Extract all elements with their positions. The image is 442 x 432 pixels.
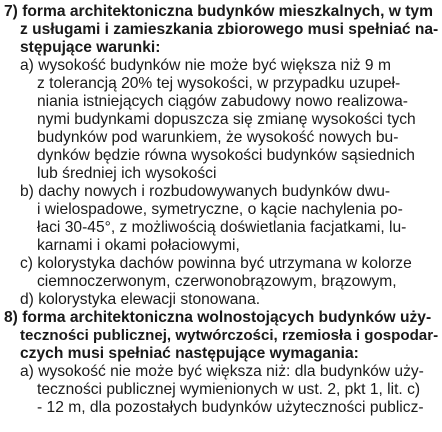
text-line: z usługami i zamieszkania zbiorowego musi spełniać na- xyxy=(20,21,439,38)
text-line: a) wysokość budynków nie może być większa niż 9 m xyxy=(20,57,391,74)
text-line: karnami i okami połaciowymi, xyxy=(37,237,240,254)
text-line: d) kolorystyka elewacji stonowana. xyxy=(20,291,261,308)
text-line: b) dachy nowych i rozbudowywanych budynków dwu- xyxy=(20,183,391,200)
text-line: z tolerancją 20% tej wysokości, w przypadku uzupeł- xyxy=(37,75,401,92)
text-line: niania istniejących ciągów zabudowy nowo realizowa- xyxy=(37,93,408,110)
text-line: dynków będzie równa wysokości budynków sąsiednich xyxy=(37,147,415,164)
text-line: 8) forma architektoniczna wolnostojących budynków uży- xyxy=(4,309,432,326)
text-line: łaci 30-45°, z możliwością doświetlania facjatkami, lu- xyxy=(37,219,407,236)
text-line: i wielospadowe, symetryczne, o kącie nachylenia po- xyxy=(37,201,403,218)
text-line: stępujące warunki: xyxy=(20,39,161,56)
text-line: budynków pod warunkiem, że wysokość nowych bu- xyxy=(37,129,399,146)
text-line: a) wysokość nie może być większa niż: dla budynków uży- xyxy=(20,363,424,380)
text-line: teczności publicznej, wytwórczości, rzemiosła i gospodar- xyxy=(20,327,439,344)
text-line: czych musi spełniać następujące wymagania: xyxy=(20,345,359,362)
text-line: 7) forma architektoniczna budynków mieszkalnych, w tym xyxy=(4,3,433,20)
text-line: lub średniej ich wysokości xyxy=(37,165,217,182)
text-line: teczności publicznej wymienionych w ust. 2, pkt 1, lit. c) xyxy=(37,381,421,398)
text-line: c) kolorystyka dachów powinna być utrzymana w kolorze xyxy=(20,255,412,272)
text-line: - 12 m, dla pozostałych budynków użyteczności publicz- xyxy=(37,399,424,416)
text-line: ciemnoczerwonym, czerwonobrązowym, brązowym, xyxy=(37,273,397,290)
text-line: nymi budynkami dopuszcza się zmianę wysokości tych xyxy=(37,111,416,128)
